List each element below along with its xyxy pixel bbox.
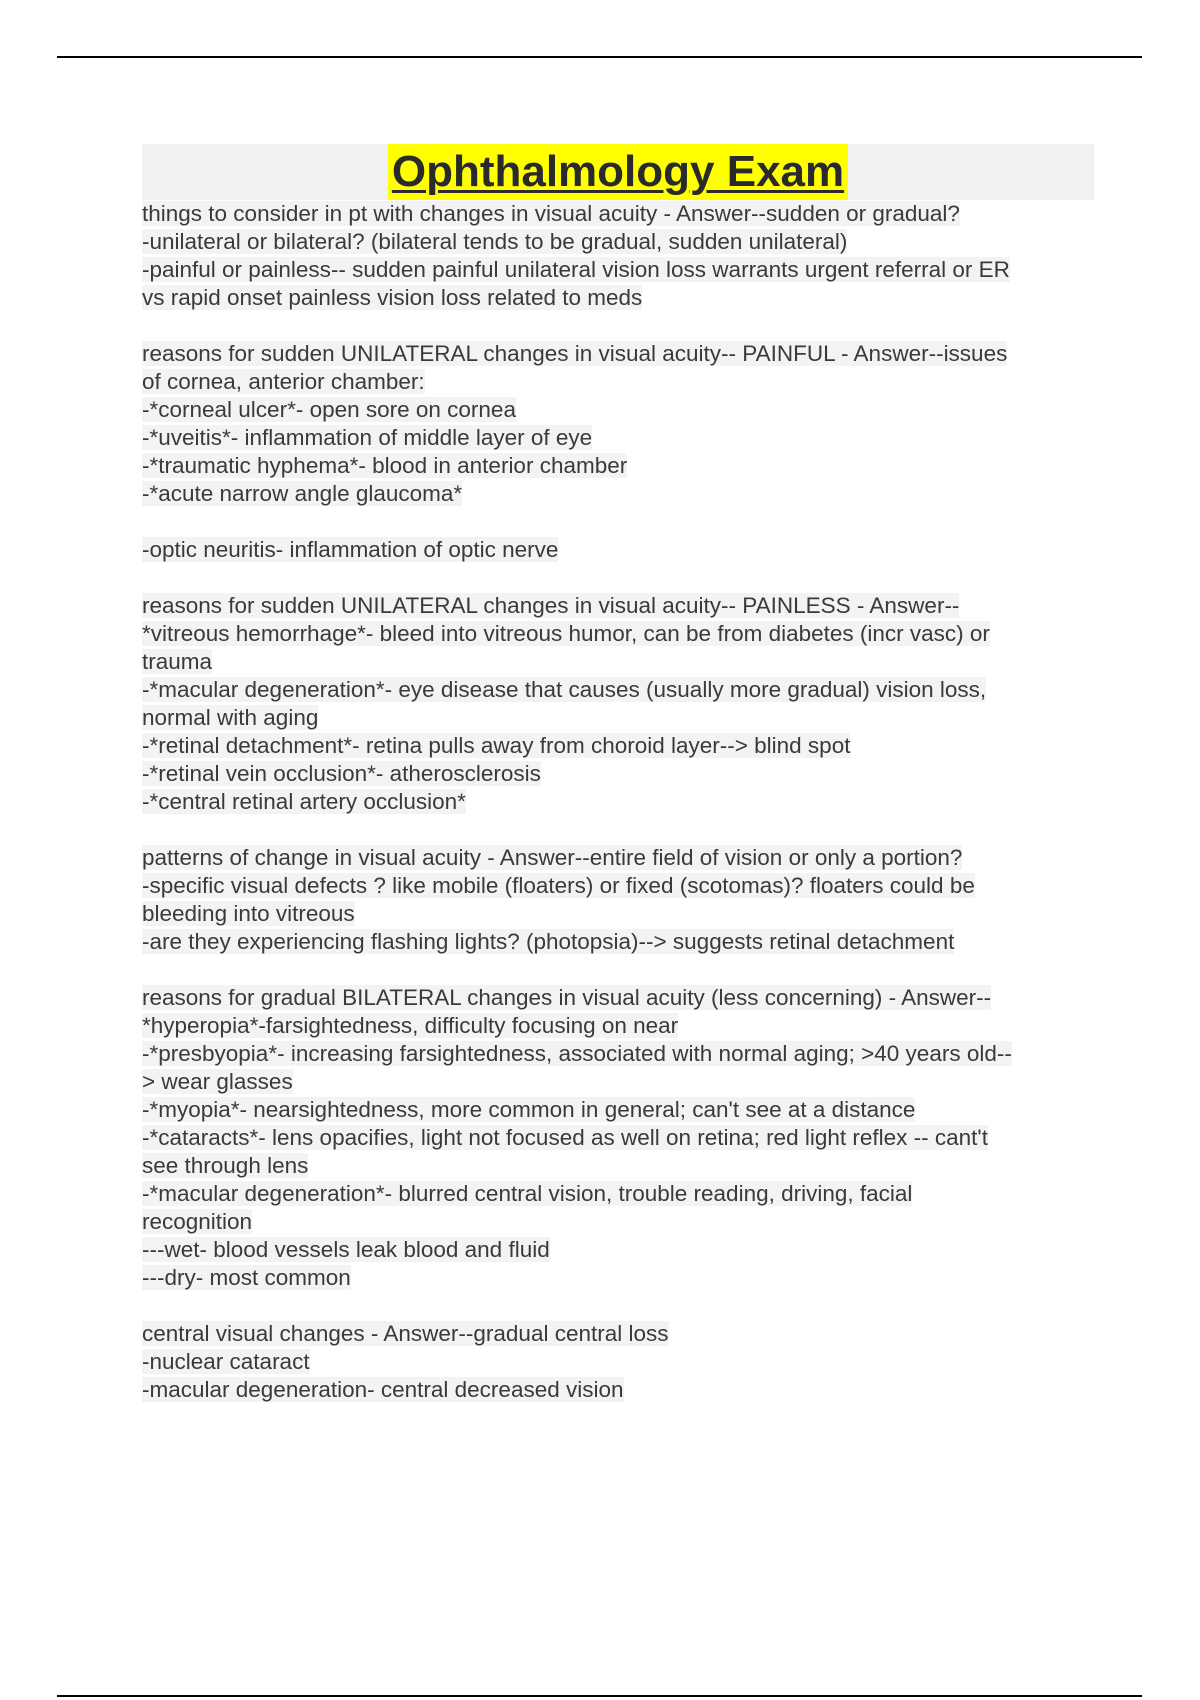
qa-block (142, 340, 1094, 508)
text-line-content: -*presbyopia*- increasing farsightedness, associated with normal aging; >40 years old-- (142, 1041, 1012, 1066)
qa-block (142, 984, 1094, 1292)
text-line (142, 256, 1094, 284)
text-line-content: -macular degeneration- central decreased vision (142, 1377, 624, 1402)
text-line (142, 788, 1094, 816)
text-line (142, 844, 1094, 872)
text-line (142, 1096, 1094, 1124)
text-line (142, 1320, 1094, 1348)
text-line (142, 620, 1094, 648)
text-line (142, 928, 1094, 956)
text-line-content: recognition (142, 1209, 253, 1234)
text-line (142, 536, 1094, 564)
text-line-content: -optic neuritis- inflammation of optic nerve (142, 537, 559, 562)
text-line (142, 480, 1094, 508)
text-line-content: vs rapid onset painless vision loss related to meds (142, 285, 643, 310)
text-line-content: central visual changes - Answer--gradual central loss (142, 1321, 669, 1346)
text-line-content: > wear glasses (142, 1069, 293, 1094)
top-rule (57, 56, 1142, 58)
text-line-content: reasons for gradual BILATERAL changes in visual acuity (less concerning) - Answer-- (142, 985, 992, 1010)
text-line-content: ---dry- most common (142, 1265, 351, 1290)
text-line-content: -painful or painless-- sudden painful unilateral vision loss warrants urgent referral or ER (142, 257, 1010, 282)
text-line-content: -*macular degeneration*- eye disease that causes (usually more gradual) vision loss, (142, 677, 987, 702)
text-line (142, 900, 1094, 928)
text-line (142, 1152, 1094, 1180)
text-line (142, 1264, 1094, 1292)
bottom-rule (57, 1695, 1142, 1697)
text-line (142, 1236, 1094, 1264)
document-body (142, 144, 1094, 1432)
text-line (142, 732, 1094, 760)
text-line-content: -are they experiencing flashing lights? (photopsia)--> suggests retinal detachment (142, 929, 955, 954)
text-line (142, 452, 1094, 480)
text-line (142, 1376, 1094, 1404)
text-line-content: normal with aging (142, 705, 319, 730)
text-line (142, 1208, 1094, 1236)
qa-block (142, 1320, 1094, 1404)
text-line (142, 1040, 1094, 1068)
qa-block (142, 200, 1094, 312)
text-line-content: -nuclear cataract (142, 1349, 310, 1374)
text-line-content: see through lens (142, 1153, 309, 1178)
text-line (142, 200, 1094, 228)
text-line-content: reasons for sudden UNILATERAL changes in visual acuity-- PAINFUL - Answer--issues (142, 341, 1008, 366)
qa-block (142, 592, 1094, 816)
text-line-content: -*traumatic hyphema*- blood in anterior chamber (142, 453, 628, 478)
text-line-content: -*central retinal artery occlusion* (142, 789, 466, 814)
text-line (142, 648, 1094, 676)
text-line-content: -unilateral or bilateral? (bilateral tends to be gradual, sudden unilateral) (142, 229, 848, 254)
text-line (142, 984, 1094, 1012)
qa-block (142, 844, 1094, 956)
page-title: Ophthalmology Exam (388, 144, 848, 200)
text-line-content: bleeding into vitreous (142, 901, 355, 926)
text-line-content: -*corneal ulcer*- open sore on cornea (142, 397, 516, 422)
text-line-content: *hyperopia*-farsightedness, difficulty focusing on near (142, 1013, 679, 1038)
text-line-content: of cornea, anterior chamber: (142, 369, 425, 394)
text-line (142, 396, 1094, 424)
text-line (142, 1124, 1094, 1152)
text-line (142, 424, 1094, 452)
text-line-content: -*retinal detachment*- retina pulls away from choroid layer--> blind spot (142, 733, 851, 758)
text-line (142, 1348, 1094, 1376)
text-line-content: ---wet- blood vessels leak blood and fluid (142, 1237, 550, 1262)
text-line (142, 284, 1094, 312)
text-line-content: trauma (142, 649, 213, 674)
text-line (142, 872, 1094, 900)
text-line-content: -*myopia*- nearsightedness, more common in general; can't see at a distance (142, 1097, 916, 1122)
qa-block (142, 536, 1094, 564)
text-line (142, 368, 1094, 396)
text-line-content: patterns of change in visual acuity - Answer--entire field of vision or only a portion? (142, 845, 963, 870)
text-line (142, 676, 1094, 704)
text-line-content: -*cataracts*- lens opacifies, light not focused as well on retina; red light reflex -- cant't (142, 1125, 988, 1150)
text-line-content: things to consider in pt with changes in visual acuity - Answer--sudden or gradual? (142, 201, 960, 226)
text-line (142, 1068, 1094, 1096)
text-line (142, 760, 1094, 788)
text-line-content: *vitreous hemorrhage*- bleed into vitreous humor, can be from diabetes (incr vasc) or (142, 621, 990, 646)
text-line-content: -*retinal vein occlusion*- atherosclerosis (142, 761, 541, 786)
text-line-content: -*acute narrow angle glaucoma* (142, 481, 463, 506)
text-line-content: -specific visual defects ? like mobile (floaters) or fixed (scotomas)? floaters could be (142, 873, 975, 898)
title-bar (142, 144, 1094, 200)
text-line (142, 1012, 1094, 1040)
text-line (142, 340, 1094, 368)
text-line-content: -*macular degeneration*- blurred central vision, trouble reading, driving, facial (142, 1181, 913, 1206)
text-line (142, 228, 1094, 256)
text-line (142, 1180, 1094, 1208)
qa-sections (142, 200, 1094, 1404)
text-line (142, 592, 1094, 620)
text-line (142, 704, 1094, 732)
text-line-content: reasons for sudden UNILATERAL changes in visual acuity-- PAINLESS - Answer-- (142, 593, 960, 618)
text-line-content: -*uveitis*- inflammation of middle layer of eye (142, 425, 593, 450)
